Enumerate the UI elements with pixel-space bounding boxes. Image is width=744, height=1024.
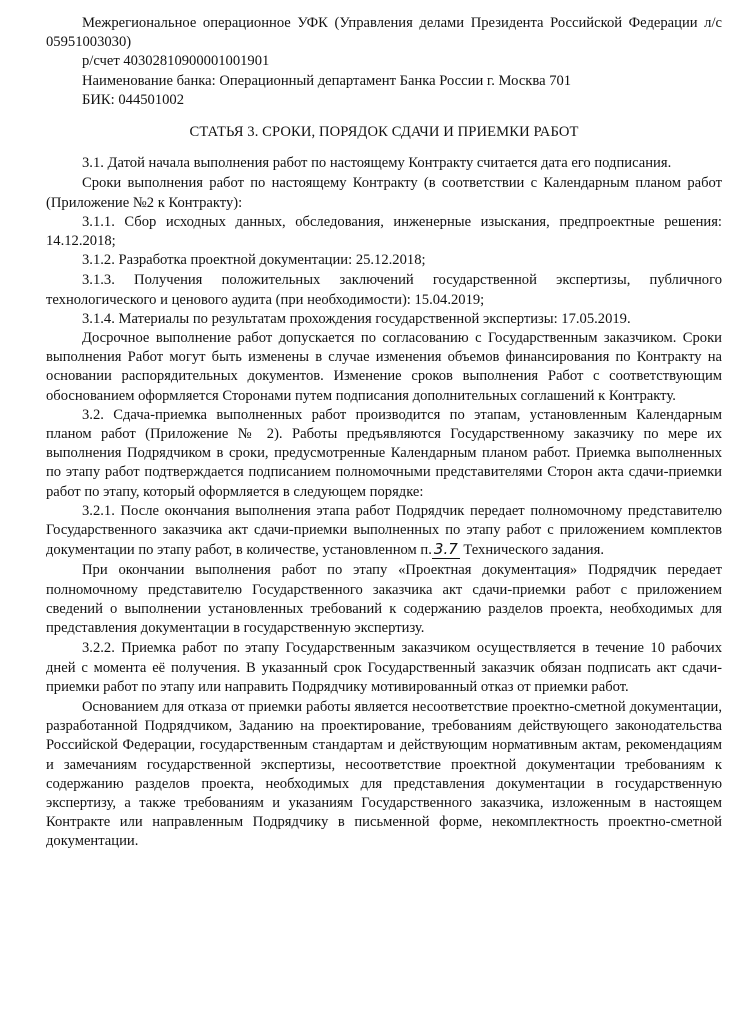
paragraph-3-2-1 <box>46 502 722 561</box>
paragraph-early-completion: Досрочное выполнение работ допускается по согласованию с Государственным заказчиком. Сроки выполнения Работ могут быть изменены в случае изменения объемов финансирования по Контракту на основании распорядительных документов. Изменение сроков выполнения Работ с соответствующим обоснованием оформляется Сторонами путем подписания дополнительных соглашений к Контракту. <box>46 330 722 404</box>
paragraph-3-1-2: 3.1.2. Разработка проектной документации: 25.12.2018; <box>82 252 426 269</box>
paragraph-3-2-2: 3.2.2. Приемка работ по этапу Государственным заказчиком осуществляется в течение 10 рабочих дней с момента её получения. В указанный срок Государственный заказчик обязан подписать акт сдачи-приемки работ по этапу или направить Подрядчику мотивированный отказ от приемки работ. <box>46 640 722 695</box>
bank-account: р/счет 40302810900001001901 <box>82 53 270 70</box>
paragraph-3-2: 3.2. Сдача-приемка выполненных работ производится по этапам, установленным Календарным планом работ (Приложение № 2). Работы предъявляются Государственному заказчику по мере их выполнения Подрядчиком в сроки, предусмотренные Календарным планом работ. Приемка выполненных по этапу работ подтверждается подписанием полномочными представителями Сторон акта сдачи-приемки работ по этапу, который оформляется в следующем порядке: <box>46 406 722 500</box>
paragraph-refusal-grounds: Основанием для отказа от приемки работы является несоответствие проектно-сметной документации, разработанной Подрядчиком, Заданию на проектирование, требованиям действующего законодательства Российской Федерации, государственным стандартам и действующим нормативным актам, рекомендациям и замечаниям государственной экспертизы, несоответствие проектной документации требованиям к содержанию разделов проекта, необходимых для представления документации в государственную экспертизу, а также требованиям и указаниям Государственного заказчика, изложенным в настоящем Контракте или направленным Подрядчику в письменной форме, некомплектность проектно-сметной документации. <box>46 698 722 850</box>
paragraph-3-1-4: 3.1.4. Материалы по результатам прохождения государственной экспертизы: 17.05.2019. <box>82 310 631 327</box>
paragraph-3-2-1-text: 3.2.1. После окончания выполнения этапа работ Подрядчик передает полномочному представителю Государственного заказчика акт сдачи-приемки выполненных по этапу работ с приложением комплектов документации по этапу работ, в количестве, установленном п. <box>46 502 722 559</box>
paragraph-3-1: 3.1. Датой начала выполнения работ по настоящему Контракту считается дата его подписания. <box>82 155 672 172</box>
paragraph-3-2-1-tail: Технического задания. <box>459 542 604 559</box>
handwritten-clause-number: 3.7 <box>433 540 458 559</box>
paragraph-3-1-3: 3.1.3. Получения положительных заключений государственной экспертизы, публичного технологического и ценового аудита (при необходимости): 15.04.2019; <box>46 272 722 308</box>
paragraph-terms: Сроки выполнения работ по настоящему Контракту (в соответствии с Календарным планом работ (Приложение №2 к Контракту): <box>46 175 722 211</box>
bank-name: Наименование банка: Операционный департамент Банка России г. Москва 701 <box>82 72 572 89</box>
document-body <box>46 14 722 852</box>
paragraph-project-documentation: При окончании выполнения работ по этапу «Проектная документация» Подрядчик передает полномочному представителю Государственного заказчика акт сдачи-приемки работ с приложением сведений о выполнении установленных требований к содержанию разделов проекта, необходимых для представления документации в государственную экспертизу. <box>46 562 722 637</box>
article-title: СТАТЬЯ 3. СРОКИ, ПОРЯДОК СДАЧИ И ПРИЕМКИ РАБОТ <box>189 124 579 141</box>
paragraph-3-1-1: 3.1.1. Сбор исходных данных, обследования, инженерные изыскания, предпроектные решения: 14.12.2018; <box>46 213 722 250</box>
bank-bik: БИК: 044501002 <box>82 91 185 108</box>
bank-recipient: Межрегиональное операционное УФК (Управления делами Президента Российской Федерации л/с 05951003030) <box>46 15 722 51</box>
